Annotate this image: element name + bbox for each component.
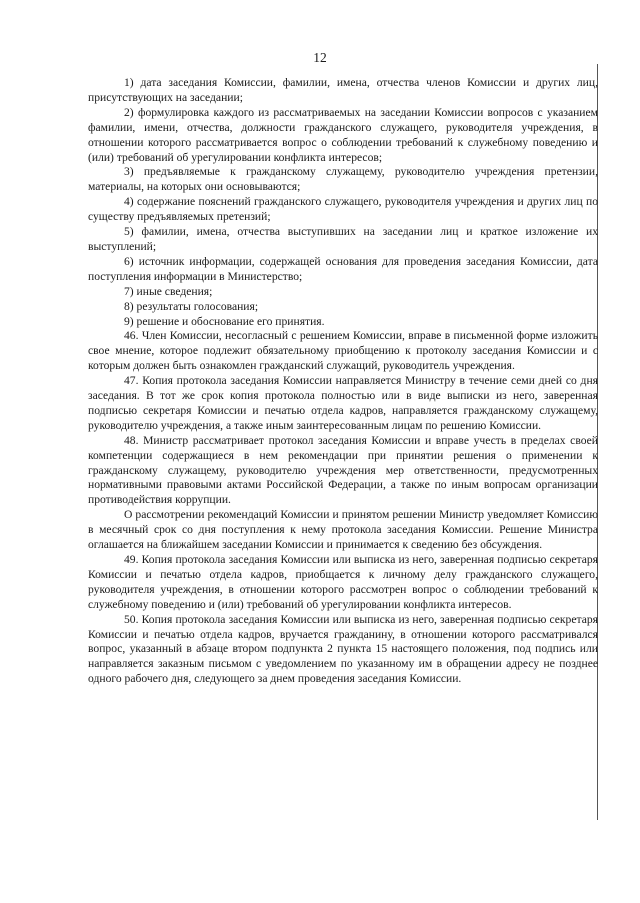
paragraph-item-8: 8) результаты голосования; bbox=[124, 299, 259, 313]
paragraph-item-3: 3) предъявляемые к гражданскому служащему, руководителю учреждения претензии, материалы, на которых они основываются; bbox=[88, 165, 598, 194]
page-number: 12 bbox=[313, 50, 327, 65]
paragraph-46: 46. Член Комиссии, несогласный с решением Комиссии, вправе в письменной форме изложить свое мнение, которое подлежит обязательному приобщению к протоколу заседания Комиссии и с которым должен быть ознакомлен гражданский служащий, руководитель учреждения. bbox=[88, 329, 598, 373]
paragraph-item-9: 9) решение и обоснование его принятия. bbox=[124, 314, 325, 328]
document-body bbox=[88, 76, 598, 687]
paragraph-50: 50. Копия протокола заседания Комиссии или выписка из него, заверенная подписью секретаря Комиссии и печатью отдела кадров, вручается гражданину, в отношении которого рассматривался вопрос, указанный в абзаце втором подпункта 2 пункта 15 настоящего положения, под подпись или направляется заказным письмом с уведомлением по указанному им в обращении адресу не позднее одного рабочего дня, следующего за днем проведения заседания Комиссии. bbox=[88, 612, 598, 686]
paragraph-item-5: 5) фамилии, имена, отчества выступивших на заседании лиц и краткое изложение их выступлений; bbox=[88, 225, 598, 253]
paragraph-item-2: 2) формулировка каждого из рассматриваемых на заседании Комиссии вопросов с указанием фамилии, имени, отчества, должности гражданского служащего, руководителя учреждения, в отношении которого рассматривается вопрос о соблюдении требований к служебному поведению и (или) требований об урегулировании конфликта интересов; bbox=[88, 105, 598, 164]
paragraph-item-6: 6) источник информации, содержащей основания для проведения заседания Комиссии, дата поступления информации в Министерство; bbox=[88, 254, 598, 283]
paragraph-item-7: 7) иные сведения; bbox=[124, 284, 213, 298]
paragraph-item-1: 1) дата заседания Комиссии, фамилии, имена, отчества членов Комиссии и других лиц, присутствующих на заседании; bbox=[88, 76, 598, 104]
paragraph-47: 47. Копия протокола заседания Комиссии направляется Министру в течение семи дней со дня заседания. В тот же срок копия протокола полностью или в виде выписки из него, заверенная подписью секретаря Комиссии и печатью отдела кадров, направляется гражданскому служащему, руководителю учреждения, а также иным заинтересованным лицам по решению Комиссии. bbox=[88, 374, 598, 432]
paragraph-48-continued: О рассмотрении рекомендаций Комиссии и принятом решении Министр уведомляет Комиссию в месячный срок со дня поступления к нему протокола заседания Комиссии. Решение Министра оглашается на ближайшем заседании Комиссии и принимается к сведению без обсуждения. bbox=[88, 508, 598, 552]
paragraph-49: 49. Копия протокола заседания Комиссии или выписка из него, заверенная подписью секретаря Комиссии и печатью отдела кадров, приобщается к личному делу гражданского служащего, руководителя учреждения, в отношении которого рассмотрен вопрос о соблюдении требований к служебному поведению и (или) требований об урегулировании конфликта интересов. bbox=[88, 553, 598, 611]
paragraph-item-4: 4) содержание пояснений гражданского служащего, руководителя учреждения и других лиц по существу предъявляемых претензий; bbox=[88, 195, 598, 224]
paragraph-48: 48. Министр рассматривает протокол заседания Комиссии и вправе учесть в пределах своей компетенции содержащиеся в нем рекомендации при принятии решения о применении к гражданскому служащему, руководителю учреждения мер ответственности, предусмотренных нормативными правовыми актами Российской Федерации, а также по иным вопросам организации противодействия коррупции. bbox=[88, 433, 598, 507]
